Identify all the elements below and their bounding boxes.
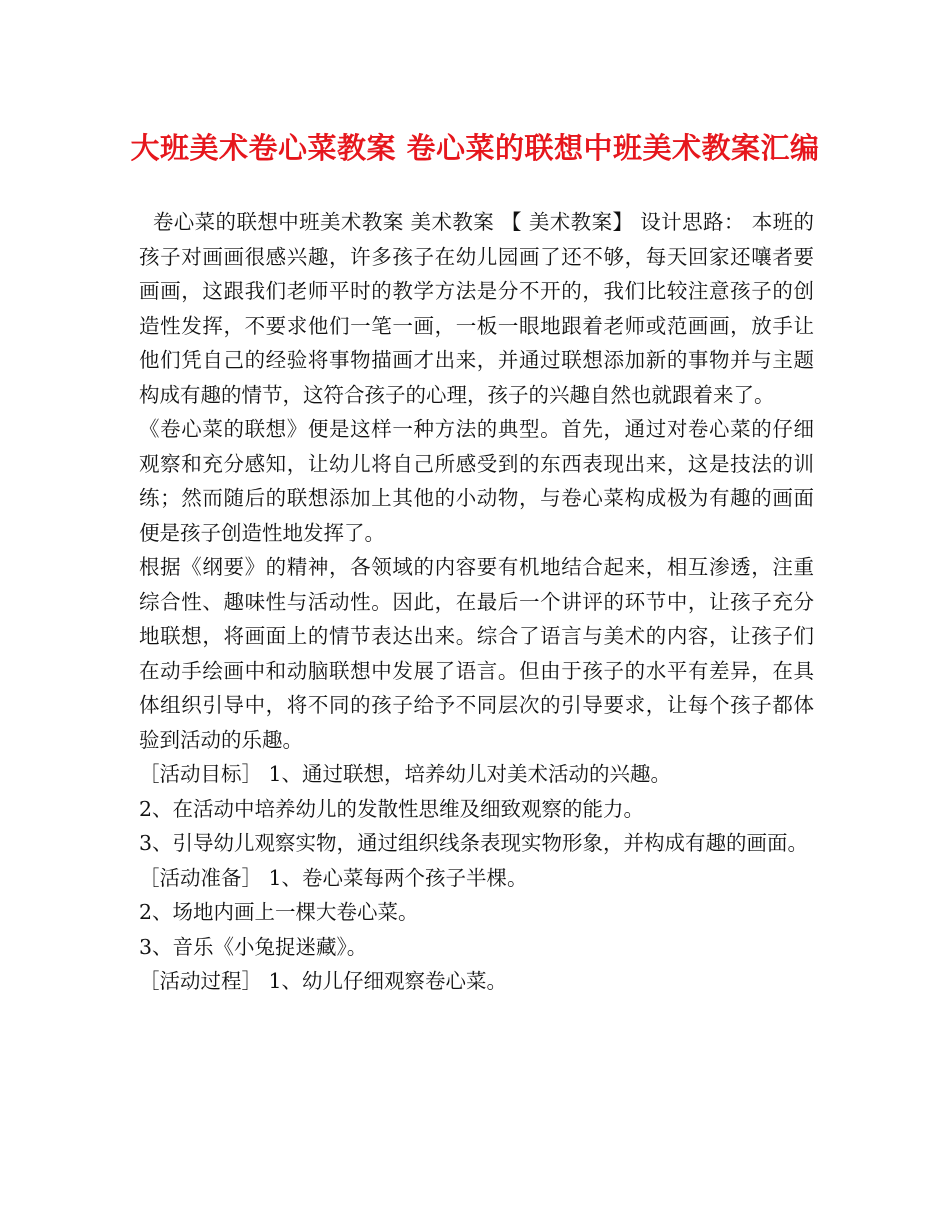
paragraph-method: 《卷心菜的联想》便是这样一种方法的典型。首先，通过对卷心菜的仔细观察和充分感知，让幼儿将自己所感受到的东西表现出来，这是技法的训练；然而随后的联想添加上其他的小动物，与卷心菜构成极为有趣的画面便是孩子创造性地发挥了。	[139, 417, 814, 545]
paragraph-outline: 根据《纲要》的精神，各领域的内容要有机地结合起来，相互渗透，注重综合性、趣味性与活动性。因此，在最后一个讲评的环节中，让孩子充分地联想，将画面上的情节表达出来。综合了语言与美术的内容，让孩子们在动手绘画中和动脑联想中发展了语言。但由于孩子的水平有差异，在具体组织引导中，将不同的孩子给予不同层次的引导要求，让每个孩子都体验到活动的乐趣。	[139, 555, 814, 752]
document-title: 大班美术卷心菜教案 卷心菜的联想中班美术教案汇编	[130, 131, 820, 165]
paragraph-design-idea: 卷心菜的联想中班美术教案 美术教案 【 美术教案】 设计思路： 本班的孩子对画画很感兴趣，许多孩子在幼儿园画了还不够，每天回家还嚷者要画画，这跟我们老师平时的教学方法是分不开的，我们比较注意孩子的创造性发挥，不要求他们一笔一画，一板一眼地跟着老师或范画画，放手让他们凭自己的经验将事物描画才出来，并通过联想添加新的事物并与主题构成有趣的情节，这符合孩子的心理，孩子的兴趣自然也就跟着来了。	[139, 210, 814, 407]
paragraph-goal-3: 3、引导幼儿观察实物，通过组织线条表现实物形象，并构成有趣的画面。	[139, 831, 809, 855]
document-body	[139, 205, 814, 999]
paragraph-prep-2: 2、场地内画上一棵大卷心菜。	[139, 900, 419, 924]
paragraph-goal-1: ［活动目标］ 1、通过联想，培养幼儿对美术活动的兴趣。	[139, 762, 672, 786]
paragraph-goal-2: 2、在活动中培养幼儿的发散性思维及细致观察的能力。	[139, 796, 645, 821]
paragraph-prep-3: 3、音乐《小兔捉迷藏》。	[139, 934, 368, 959]
paragraph-process-1: ［活动过程］ 1、幼儿仔细观察卷心菜。	[139, 969, 508, 993]
paragraph-prep-1: ［活动准备］ 1、卷心菜每两个孩子半棵。	[139, 865, 528, 890]
